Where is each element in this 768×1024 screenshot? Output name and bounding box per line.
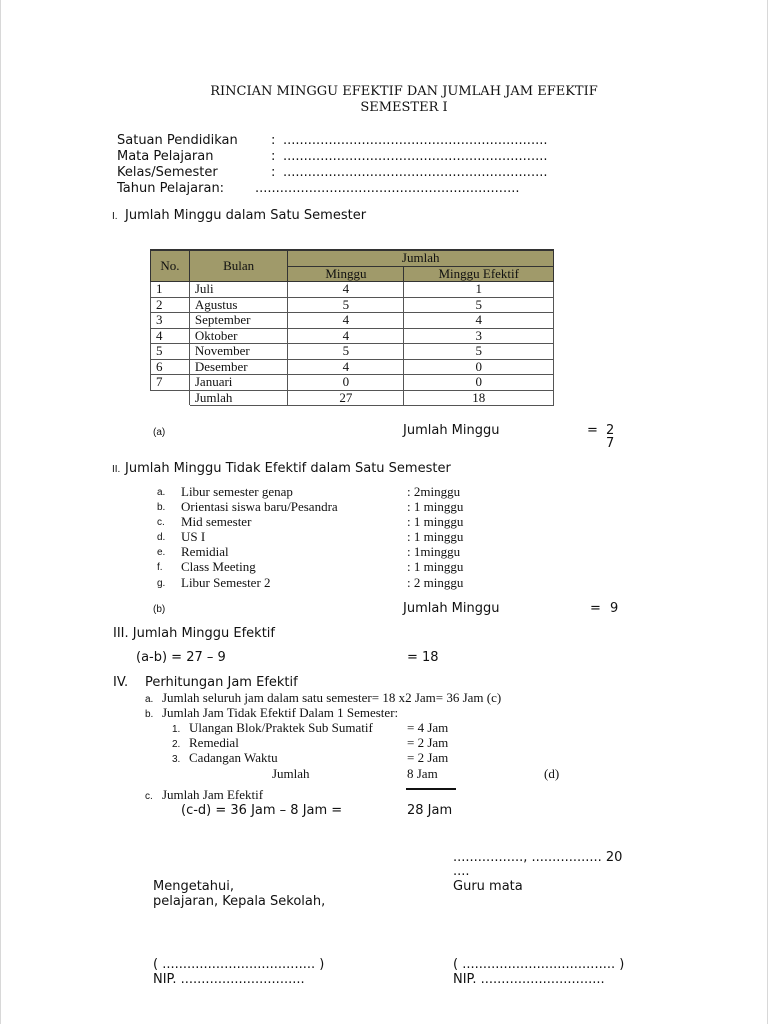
jam-tidak-efektif-text: Jumlah Jam Tidak Efektif Dalam 1 Semester: [162, 705, 399, 720]
row-no: 3 [151, 313, 190, 329]
section-4-heading: Perhitungan Jam Efektif [145, 675, 298, 690]
row-bulan: Juli [189, 282, 288, 298]
summary-a-equals: = [587, 423, 598, 438]
jam-efektif-result: 28 Jam [407, 803, 453, 818]
summary-a-value-1: 2 [606, 423, 615, 438]
signer-left-role: pelajaran, Kepala Sekolah, [153, 894, 326, 909]
identity-sep-kelas: : [271, 165, 276, 180]
total-minggu: 27 [288, 390, 404, 406]
summary-b-value: 9 [610, 601, 619, 616]
identity-value-tahun: ................................................................ [255, 181, 520, 196]
row-minggu: 4 [288, 359, 404, 375]
table-row [151, 297, 554, 313]
item-text: Orientasi siswa baru/Pesandra [181, 499, 338, 514]
item-letter: b. [157, 502, 166, 513]
item-letter: a. [145, 694, 154, 705]
summary-b-label: Jumlah Minggu [403, 601, 500, 616]
summary-b-equals: = [590, 601, 601, 616]
section-1-number: I. [112, 211, 118, 222]
month-table [150, 249, 554, 406]
item-value: : 1 minggu [407, 514, 464, 529]
section-3-result: = 18 [407, 650, 439, 665]
header-bulan: Bulan [189, 250, 288, 282]
header-no: No. [151, 250, 190, 282]
summary-a-label: Jumlah Minggu [403, 423, 500, 438]
row-bulan: Oktober [189, 328, 288, 344]
summary-a-tag: (a) [153, 427, 166, 438]
item-text: Libur Semester 2 [181, 575, 271, 590]
total-efektif: 18 [404, 390, 554, 406]
date-line: ................., ................. 20 [453, 850, 623, 865]
identity-label-mapel: Mata Pelajaran [117, 149, 214, 164]
jam-efektif-calc: (c-d) = 36 Jam – 8 Jam = [181, 803, 343, 818]
sum-underline [406, 788, 456, 790]
section-2-number: II. [112, 464, 121, 475]
identity-value-kelas: ................................................................ [283, 165, 548, 180]
signer-right-title: Guru mata [453, 879, 523, 894]
subitem-number: 1. [172, 724, 181, 735]
item-letter: d. [157, 532, 166, 543]
page-edge-left [0, 0, 1, 1024]
signer-right-nip: NIP. .............................. [453, 972, 605, 987]
row-efektif: 4 [404, 313, 554, 329]
header-minggu: Minggu [288, 266, 404, 282]
identity-label-tahun: Tahun Pelajaran: [117, 181, 225, 196]
row-no: 5 [151, 344, 190, 360]
row-no: 1 [151, 282, 190, 298]
signer-right-name: ( ..................................... ) [453, 957, 625, 972]
section-2-heading: Jumlah Minggu Tidak Efektif dalam Satu Semester [125, 461, 451, 476]
item-letter: c. [157, 517, 165, 528]
document-title: RINCIAN MINGGU EFEKTIF DAN JUMLAH JAM EFEKTIF [210, 84, 598, 99]
row-minggu: 4 [288, 282, 404, 298]
subitem-value: = 4 Jam [407, 720, 449, 735]
jam-total-text: Jumlah seluruh jam dalam satu semester= 18 x2 Jam= 36 Jam (c) [162, 690, 502, 705]
section-1-heading: Jumlah Minggu dalam Satu Semester [125, 208, 367, 223]
table-row [151, 282, 554, 298]
table-row [151, 328, 554, 344]
item-value: : 1 minggu [407, 499, 464, 514]
item-value: : 1 minggu [407, 529, 464, 544]
row-bulan: Agustus [189, 297, 288, 313]
signer-left-nip: NIP. .............................. [153, 972, 305, 987]
document-subtitle: SEMESTER I [360, 100, 448, 115]
item-text: Mid semester [181, 514, 252, 529]
row-no: 7 [151, 375, 190, 391]
item-letter: e. [157, 547, 166, 558]
item-text: Remidial [181, 544, 229, 559]
row-no: 4 [151, 328, 190, 344]
item-text: US I [181, 529, 206, 544]
item-letter: b. [145, 709, 154, 720]
identity-label-kelas: Kelas/Semester [117, 165, 218, 180]
table-row [151, 313, 554, 329]
row-bulan: November [189, 344, 288, 360]
identity-value-mapel: ................................................................ [283, 149, 548, 164]
row-minggu: 4 [288, 328, 404, 344]
item-letter: g. [157, 578, 166, 589]
subitem-number: 2. [172, 739, 181, 750]
table-row [151, 375, 554, 391]
total-empty-cell [151, 390, 190, 406]
item-text: Libur semester genap [181, 484, 293, 499]
total-label: Jumlah [189, 390, 288, 406]
jam-jumlah-tag: (d) [544, 766, 560, 781]
row-no: 6 [151, 359, 190, 375]
item-value: : 1 minggu [407, 559, 464, 574]
table-row [151, 344, 554, 360]
item-value: : 2 minggu [407, 575, 464, 590]
signer-left-title: Mengetahui, [153, 879, 234, 894]
subitem-number: 3. [172, 754, 181, 765]
identity-sep-satuan: : [271, 133, 276, 148]
section-3-heading: III. Jumlah Minggu Efektif [113, 626, 275, 641]
row-bulan: September [189, 313, 288, 329]
subitem-text: Remedial [189, 735, 239, 750]
summary-a-value-2: 7 [606, 436, 615, 451]
identity-label-satuan: Satuan Pendidikan [117, 133, 238, 148]
signer-left-name: ( ..................................... ) [153, 957, 325, 972]
row-no: 2 [151, 297, 190, 313]
item-letter: c. [145, 791, 153, 802]
row-efektif: 1 [404, 282, 554, 298]
row-minggu: 5 [288, 344, 404, 360]
row-efektif: 3 [404, 328, 554, 344]
section-4-number: IV. [113, 675, 129, 690]
identity-value-satuan: ................................................................ [283, 133, 548, 148]
row-bulan: Desember [189, 359, 288, 375]
section-3-calc: (a-b) = 27 – 9 [136, 650, 226, 665]
subitem-text: Ulangan Blok/Praktek Sub Sumatif [189, 720, 373, 735]
table-row [151, 359, 554, 375]
date-line-cont: .... [453, 864, 470, 879]
row-efektif: 0 [404, 359, 554, 375]
subitem-value: = 2 Jam [407, 750, 449, 765]
summary-b-tag: (b) [153, 604, 166, 615]
row-minggu: 0 [288, 375, 404, 391]
header-jumlah: Jumlah [288, 250, 554, 266]
table-total-row [151, 390, 554, 406]
item-letter: f. [157, 562, 163, 573]
subitem-value: = 2 Jam [407, 735, 449, 750]
header-minggu-efektif: Minggu Efektif [404, 266, 554, 282]
item-text: Class Meeting [181, 559, 256, 574]
row-minggu: 5 [288, 297, 404, 313]
table-header-row [151, 250, 554, 266]
jam-efektif-text: Jumlah Jam Efektif [162, 787, 264, 802]
row-efektif: 5 [404, 297, 554, 313]
row-efektif: 5 [404, 344, 554, 360]
item-value: : 1minggu [407, 544, 461, 559]
item-letter: a. [157, 487, 166, 498]
row-minggu: 4 [288, 313, 404, 329]
jam-jumlah-value: 8 Jam [407, 766, 438, 781]
row-bulan: Januari [189, 375, 288, 391]
row-efektif: 0 [404, 375, 554, 391]
item-value: : 2minggu [407, 484, 461, 499]
identity-sep-mapel: : [271, 149, 276, 164]
jam-jumlah-label: Jumlah [272, 766, 310, 781]
subitem-text: Cadangan Waktu [189, 750, 278, 765]
